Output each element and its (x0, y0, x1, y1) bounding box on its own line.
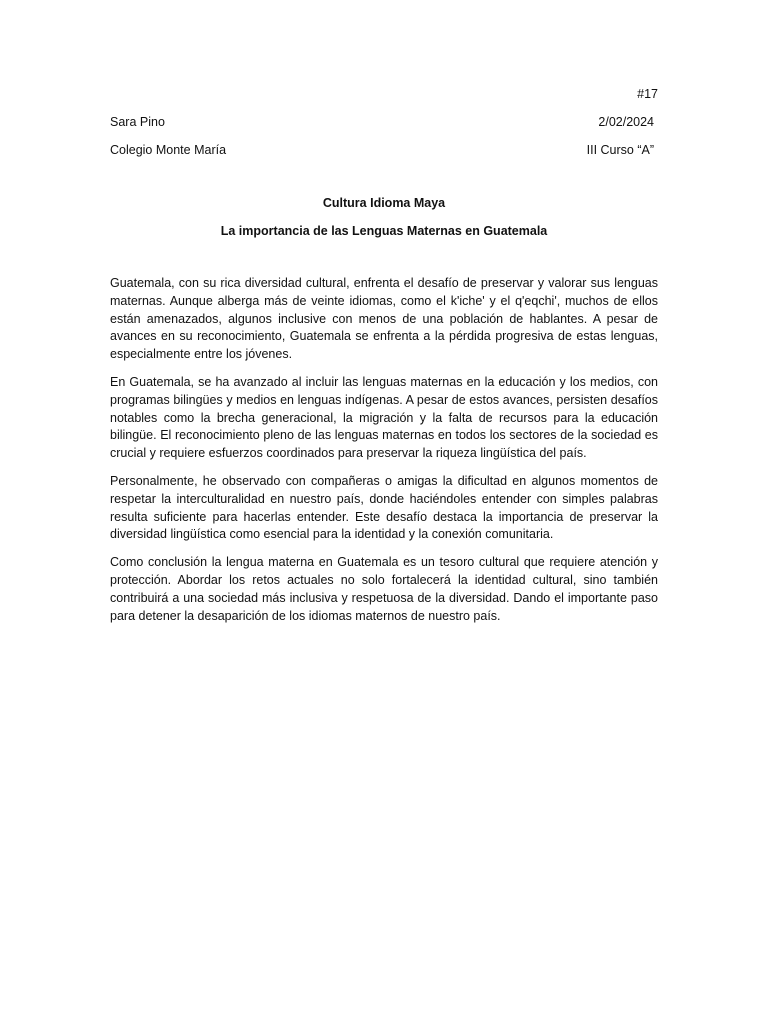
paragraph: Personalmente, he observado con compañeras o amigas la dificultad en algunos momentos de respetar la interculturalidad en nuestro país, donde haciéndoles entender con simples palabras resulta suficiente para hacerlas entender. Este desafío destaca la importancia de preservar la diversidad lingüística como esencial para la identidad y la conexión comunitaria. (110, 473, 658, 542)
paragraph: Guatemala, con su rica diversidad cultural, enfrenta el desafío de preservar y valorar sus lenguas maternas. Aunque alberga más de veinte idiomas, como el k'iche' y el q'eqchi', muchos de ellos están amenazados, algunos inclusive con menos de una población de hablantes. A pesar de avances en su reconocimiento, Guatemala se enfrenta a la pérdida progresiva de estas lenguas, especialmente entre los jóvenes. (110, 276, 658, 362)
document-date: 2/02/2024 (598, 115, 654, 129)
document-subtitle: La importancia de las Lenguas Maternas en Guatemala (220, 224, 548, 238)
course-name: III Curso “A” (586, 143, 654, 157)
document-body (110, 275, 658, 635)
paragraph: Como conclusión la lengua materna en Guatemala es un tesoro cultural que requiere atención y protección. Abordar los retos actuales no solo fortalecerá la identidad cultural, sino también contribuirá a una sociedad más inclusiva y respetuosa de la diversidad. Dando el importante paso para detener la desaparición de los idiomas maternos de nuestro país. (110, 555, 658, 623)
author-name: Sara Pino (110, 115, 165, 129)
school-name: Colegio Monte María (110, 143, 227, 157)
document-title: Cultura Idioma Maya (322, 196, 446, 210)
paragraph: En Guatemala, se ha avanzado al incluir las lenguas maternas en la educación y los medios, con programas bilingües y medios en lenguas indígenas. A pesar de estos avances, persisten desafíos notables como la brecha generacional, la migración y la falta de recursos para la educación bilingüe. El reconocimiento pleno de las lenguas maternas en todos los sectores de la sociedad es crucial y requiere esfuerzos coordinados para preservar la riqueza lingüística del país. (110, 374, 658, 461)
page-number: #17 (637, 87, 658, 101)
